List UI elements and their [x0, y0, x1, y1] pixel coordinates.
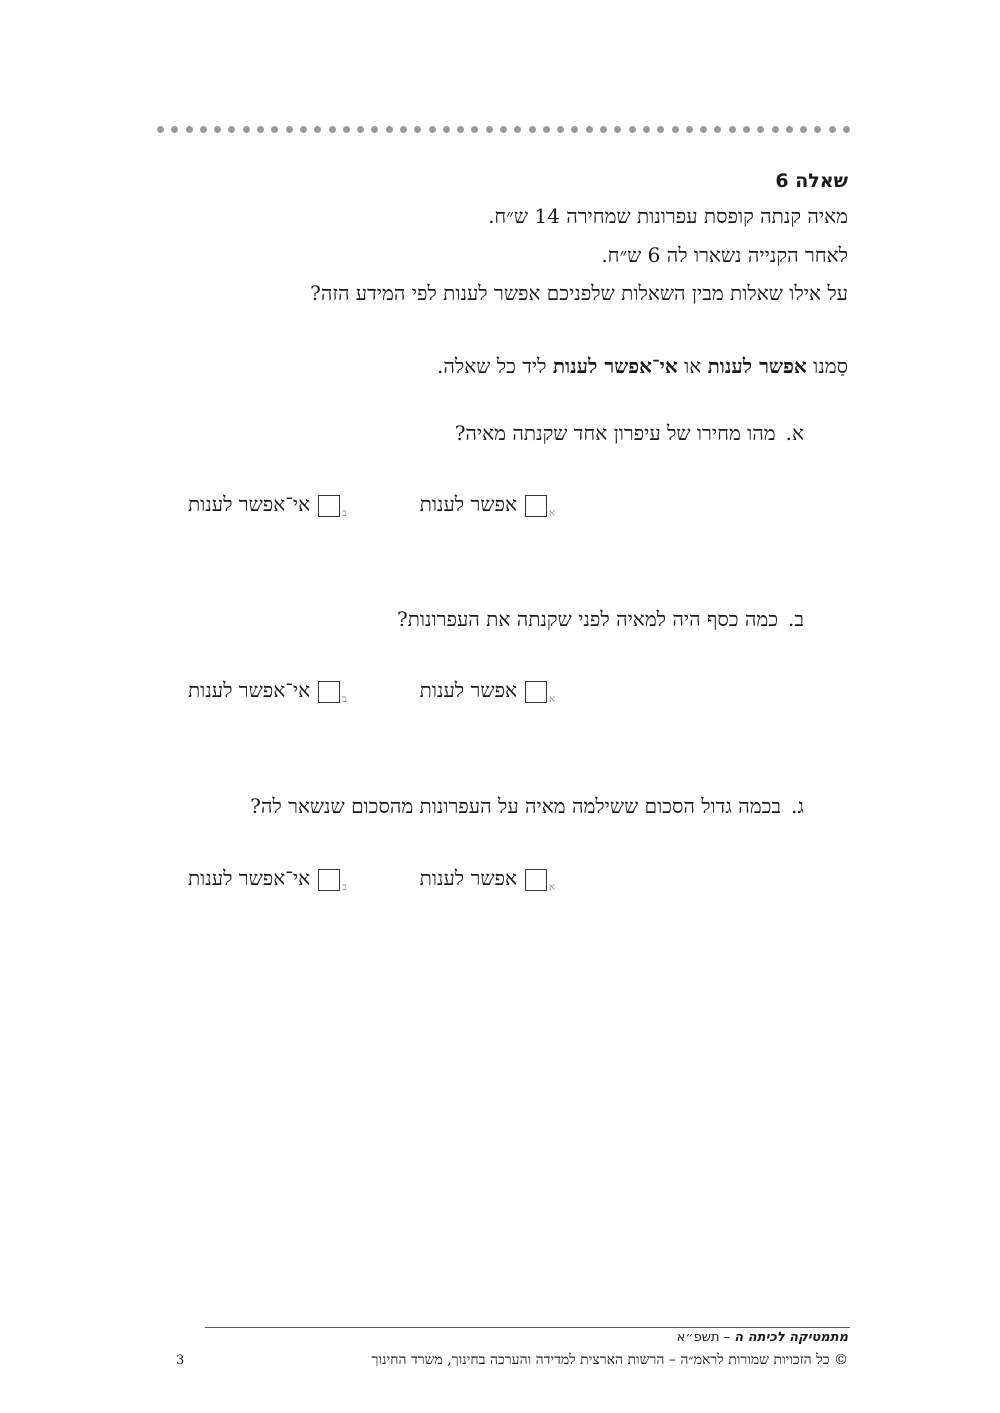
question-title: שאלה 6: [775, 170, 848, 192]
separator-dot: [729, 126, 736, 133]
option-sub-letter: א: [548, 508, 555, 519]
separator-dot: [500, 126, 507, 133]
option-g-can[interactable]: [420, 866, 555, 891]
question-b: [397, 607, 804, 632]
page-number: 3: [176, 1353, 185, 1368]
footer-year: – תשפ״א: [676, 1330, 735, 1345]
separator-dot: [672, 126, 679, 133]
separator-dot: [186, 126, 193, 133]
option-can-label: אפשר לענות: [419, 678, 517, 702]
question-g-text: בכמה גדול הסכום ששילמה מאיה על העפרונות מהסכום שנשאר לה?: [250, 794, 782, 818]
checkbox[interactable]: [525, 869, 547, 891]
separator-dot: [214, 126, 221, 133]
separator-dot: [386, 126, 393, 133]
option-sub-letter: ב: [342, 508, 347, 519]
question-a-letter: א.: [785, 421, 804, 445]
separator-dot: [614, 126, 621, 133]
separator-dot: [471, 126, 478, 133]
option-can-label: אפשר לענות: [419, 866, 517, 890]
separator-dot: [600, 126, 607, 133]
option-a-can[interactable]: [420, 492, 555, 517]
footer-divider: [205, 1327, 850, 1328]
instruction-prefix: סַמנו: [806, 354, 848, 378]
separator-dot: [557, 126, 564, 133]
separator-dot: [443, 126, 450, 133]
separator-dot: [286, 126, 293, 133]
checkbox[interactable]: [318, 869, 340, 891]
instruction-bold-cannot: אי־אפשר לענות: [552, 354, 678, 378]
intro-line-1: מאיה קנתה קופסת עפרונות שמחירה 14 ש״ח.: [488, 204, 848, 228]
separator-dot: [786, 126, 793, 133]
instruction-middle: או: [677, 354, 708, 378]
separator-dot: [271, 126, 278, 133]
question-g: [250, 794, 804, 819]
separator-dot: [800, 126, 807, 133]
separator-dot: [571, 126, 578, 133]
option-sub-letter: ב: [342, 882, 347, 893]
footer-course-name: מתמטיקה לכיתה ה: [734, 1330, 848, 1345]
separator-dot: [629, 126, 636, 133]
checkbox[interactable]: [525, 681, 547, 703]
separator-dot: [714, 126, 721, 133]
option-cannot-label: אי־אפשר לענות: [187, 866, 311, 890]
footer-copyright: © כל הזכויות שמורות לראמ״ה – הרשות הארצית למדידה והערכה בחינוך, משרד החינוך: [371, 1352, 848, 1368]
question-a: [455, 421, 804, 446]
separator-dot: [314, 126, 321, 133]
separator-dot: [686, 126, 693, 133]
separator-dot: [329, 126, 336, 133]
separator-dot: [514, 126, 521, 133]
separator-dot: [757, 126, 764, 133]
separator-dot: [343, 126, 350, 133]
separator-dot: [243, 126, 250, 133]
question-a-text: מהו מחירו של עיפרון אחד שקנתה מאיה?: [454, 421, 776, 445]
instruction-bold-can: אפשר לענות: [707, 354, 807, 378]
separator-dot: [414, 126, 421, 133]
option-g-cannot[interactable]: [188, 866, 347, 891]
separator-dot: [843, 126, 850, 133]
separator-dot: [257, 126, 264, 133]
separator-dot: [586, 126, 593, 133]
separator-dot: [357, 126, 364, 133]
separator-dot: [657, 126, 664, 133]
separator-dot: [543, 126, 550, 133]
intro-line-3: על אילו שאלות מבין השאלות שלפניכם אפשר לענות לפי המידע הזה?: [310, 281, 848, 305]
instruction-line: [437, 354, 848, 379]
separator-dot: [529, 126, 536, 133]
separator-dot: [700, 126, 707, 133]
option-sub-letter: א: [548, 694, 555, 705]
footer-course: [677, 1330, 848, 1345]
option-sub-letter: ב: [342, 694, 347, 705]
question-b-letter: ב.: [788, 607, 804, 631]
question-b-text: כמה כסף היה למאיה לפני שקנתה את העפרונות?: [397, 607, 778, 631]
option-a-cannot[interactable]: [188, 492, 347, 517]
checkbox[interactable]: [318, 681, 340, 703]
option-b-cannot[interactable]: [188, 678, 347, 703]
separator-dot: [457, 126, 464, 133]
separator-dot: [157, 126, 164, 133]
separator-dot: [300, 126, 307, 133]
question-g-letter: ג.: [791, 794, 804, 818]
separator-dot: [171, 126, 178, 133]
checkbox[interactable]: [525, 495, 547, 517]
separator-dot: [400, 126, 407, 133]
intro-line-2: לאחר הקנייה נשארו לה 6 ש״ח.: [601, 243, 848, 267]
separator-dot: [429, 126, 436, 133]
separator-dot: [486, 126, 493, 133]
separator-dot: [743, 126, 750, 133]
instruction-suffix: ליד כל שאלה.: [437, 354, 553, 378]
separator-dot: [829, 126, 836, 133]
option-b-can[interactable]: [420, 678, 555, 703]
separator-dot: [371, 126, 378, 133]
option-cannot-label: אי־אפשר לענות: [187, 492, 311, 516]
option-can-label: אפשר לענות: [419, 492, 517, 516]
option-sub-letter: א: [548, 882, 555, 893]
separator-dot: [643, 126, 650, 133]
separator-dot: [228, 126, 235, 133]
separator-dot: [200, 126, 207, 133]
dotted-separator: [157, 124, 850, 136]
separator-dot: [814, 126, 821, 133]
checkbox[interactable]: [318, 495, 340, 517]
separator-dot: [772, 126, 779, 133]
option-cannot-label: אי־אפשר לענות: [187, 678, 311, 702]
